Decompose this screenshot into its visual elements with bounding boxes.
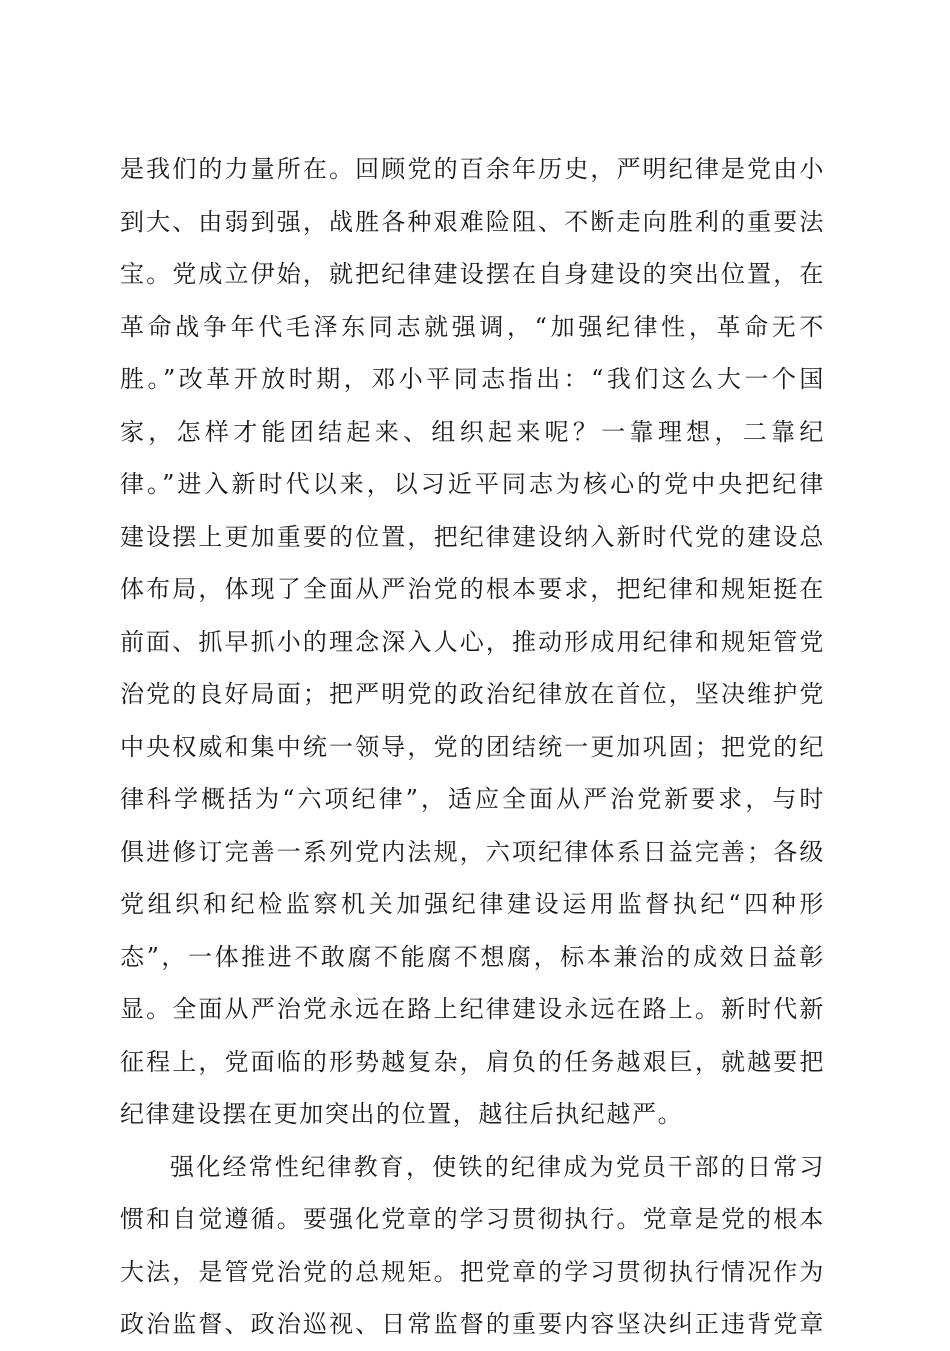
text-line: 治党的良好局面；把严明党的政治纪律放在首位，坚决维护党 — [120, 680, 825, 708]
text-line: 体布局，体现了全面从严治党的根本要求，把纪律和规矩挺在 — [120, 575, 825, 603]
paragraph-2 — [120, 1141, 825, 1351]
text-line: 到大、由弱到强，战胜各种艰难险阻、不断走向胜利的重要法 — [120, 207, 825, 236]
text-line: 中央权威和集中统一领导，党的团结统一更加巩固；把党的纪 — [120, 732, 825, 761]
text-line: 胜。”改革开放时期，邓小平同志指出：“我们这么大一个国 — [120, 365, 825, 393]
text-line: 前面、抓早抓小的理念深入人心，推动形成用纪律和规矩管党 — [120, 627, 825, 656]
text-line: 律科学概括为“六项纪律”，适应全面从严治党新要求，与时 — [120, 785, 825, 813]
text-line: 强化经常性纪律教育，使铁的纪律成为党员干部的日常习 — [170, 1152, 825, 1181]
text-line: 惯和自觉遵循。要强化党章的学习贯彻执行。党章是党的根本 — [120, 1205, 825, 1233]
text-line: 革命战争年代毛泽东同志就强调，“加强纪律性，革命无不 — [120, 312, 825, 341]
text-line: 律。”进入新时代以来，以习近平同志为核心的党中央把纪律 — [120, 470, 825, 498]
text-line: 是我们的力量所在。回顾党的百余年历史，严明纪律是党由小 — [120, 155, 825, 183]
text-line: 宝。党成立伊始，就把纪律建设摆在自身建设的突出位置，在 — [120, 260, 825, 288]
text-line: 党组织和纪检监察机关加强纪律建设运用监督执纪“四种形 — [120, 890, 825, 918]
body-text — [120, 143, 825, 1351]
paragraph-1 — [120, 143, 825, 1141]
text-line: 大法，是管党治党的总规矩。把党章的学习贯彻执行情况作为 — [120, 1257, 825, 1286]
text-line: 纪律建设摆在更加突出的位置，越往后执纪越严。 — [120, 1100, 684, 1128]
text-line: 俱进修订完善一系列党内法规，六项纪律体系日益完善；各级 — [120, 837, 825, 866]
text-line: 显。全面从严治党永远在路上纪律建设永远在路上。新时代新 — [120, 995, 825, 1023]
text-line: 家，怎样才能团结起来、组织起来呢？一靠理想，二靠纪 — [120, 417, 825, 446]
text-line: 态”，一体推进不敢腐不能腐不想腐，标本兼治的成效日益彰 — [120, 942, 825, 971]
text-line: 建设摆上更加重要的位置，把纪律建设纳入新时代党的建设总 — [120, 522, 825, 551]
text-line: 征程上，党面临的形势越复杂，肩负的任务越艰巨，就越要把 — [120, 1047, 825, 1076]
text-line: 政治监督、政治巡视、日常监督的重要内容坚决纠正违背党章 — [120, 1310, 825, 1338]
